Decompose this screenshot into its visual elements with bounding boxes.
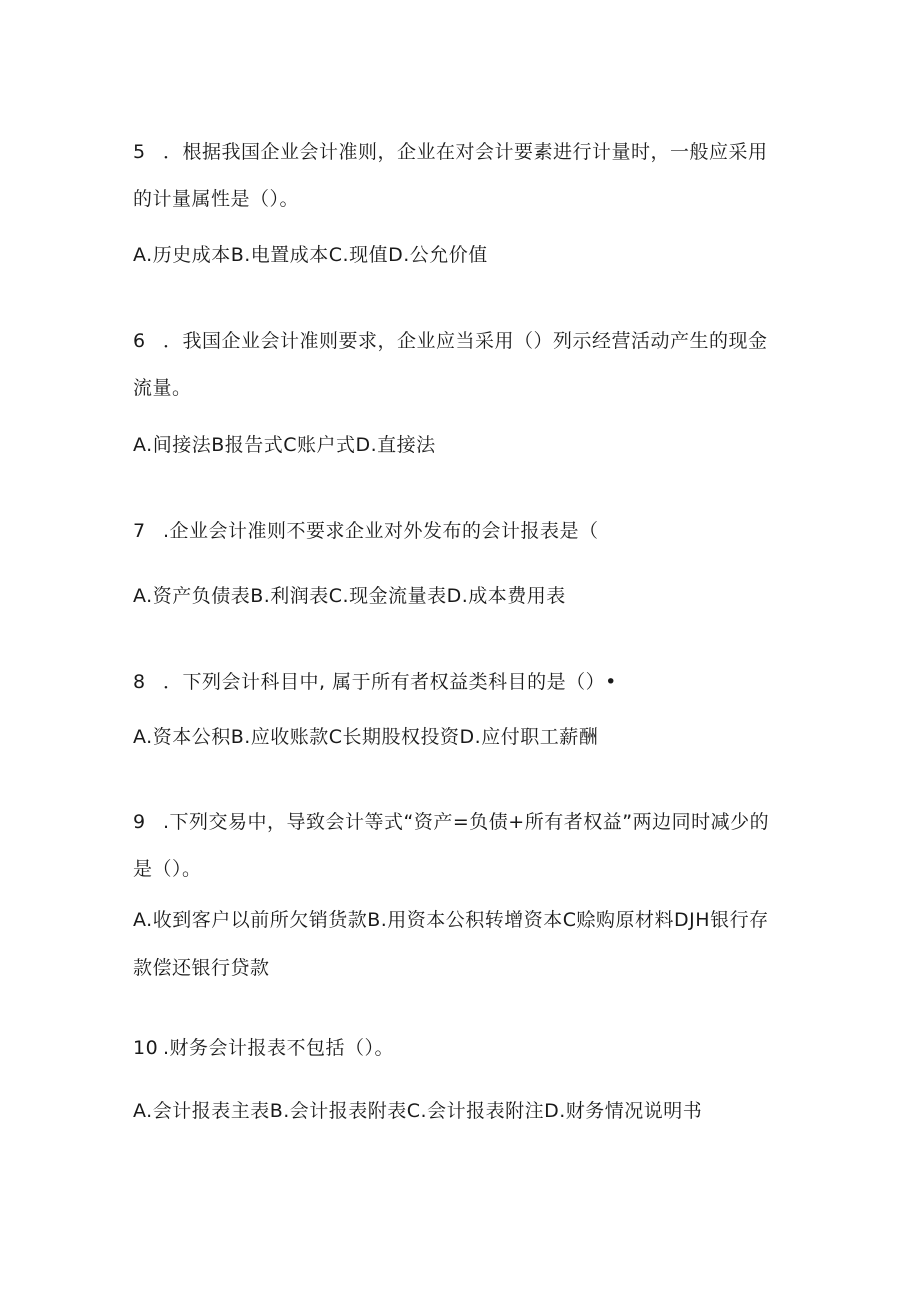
question-5-stem-line-2: 的计量属性是（）。 <box>133 188 300 210</box>
question-8-stem-line-1 <box>133 670 617 694</box>
question-7-number: 7 <box>133 520 146 542</box>
question-9-text: .下列交易中，导致会计等式“资产=负债+所有者权益”两边同时减少的 <box>163 811 770 833</box>
question-9-stem-line-1 <box>133 810 769 834</box>
question-5-options: A.历史成本B.电置成本C.现值D.公允价值 <box>133 244 488 266</box>
question-5-text: ．根据我国企业会计准则，企业在对会计要素进行计量时，一般应采用 <box>163 141 768 163</box>
question-5-stem-line-1 <box>133 140 768 164</box>
question-10-options: A.会计报表主表B.会计报表附表C.会计报表附注D.财务情况说明书 <box>133 1100 703 1122</box>
question-7-options: A.资产负债表B.利润表C.现金流量表D.成本费用表 <box>133 585 566 607</box>
question-6-stem-line-1 <box>133 329 768 353</box>
question-6-text: ．我国企业会计准则要求，企业应当采用（）列示经营活动产生的现金 <box>163 330 768 352</box>
question-6-number: 6 <box>133 330 146 352</box>
question-10-text: .财务会计报表不包括（）。 <box>163 1037 395 1059</box>
question-9-stem-line-2: 是（）。 <box>133 858 202 880</box>
question-5-number: 5 <box>133 141 146 163</box>
question-10-stem-line-1 <box>133 1036 394 1060</box>
question-8-number: 8 <box>133 671 146 693</box>
question-8-text: ．下列会计科目中, 属于所有者权益类科目的是（）• <box>163 671 617 693</box>
question-7-stem-line-1 <box>133 519 599 543</box>
question-9-options-line-1: A.收到客户以前所欠销货款B.用资本公积转增资本C赊购原材料DJH银行存 <box>133 909 769 931</box>
question-7-text: .企业会计准则不要求企业对外发布的会计报表是（ <box>163 520 599 542</box>
question-6-stem-line-2: 流量。 <box>133 377 192 399</box>
question-8-options: A.资本公积B.应收账款C长期股权投资D.应付职工薪酬 <box>133 726 599 748</box>
question-9-number: 9 <box>133 811 146 833</box>
question-6-options: A.间接法B报告式C账户式D.直接法 <box>133 434 436 456</box>
question-9-options-line-2: 款偿还银行贷款 <box>133 957 270 979</box>
question-10-number: 10 <box>133 1037 159 1059</box>
